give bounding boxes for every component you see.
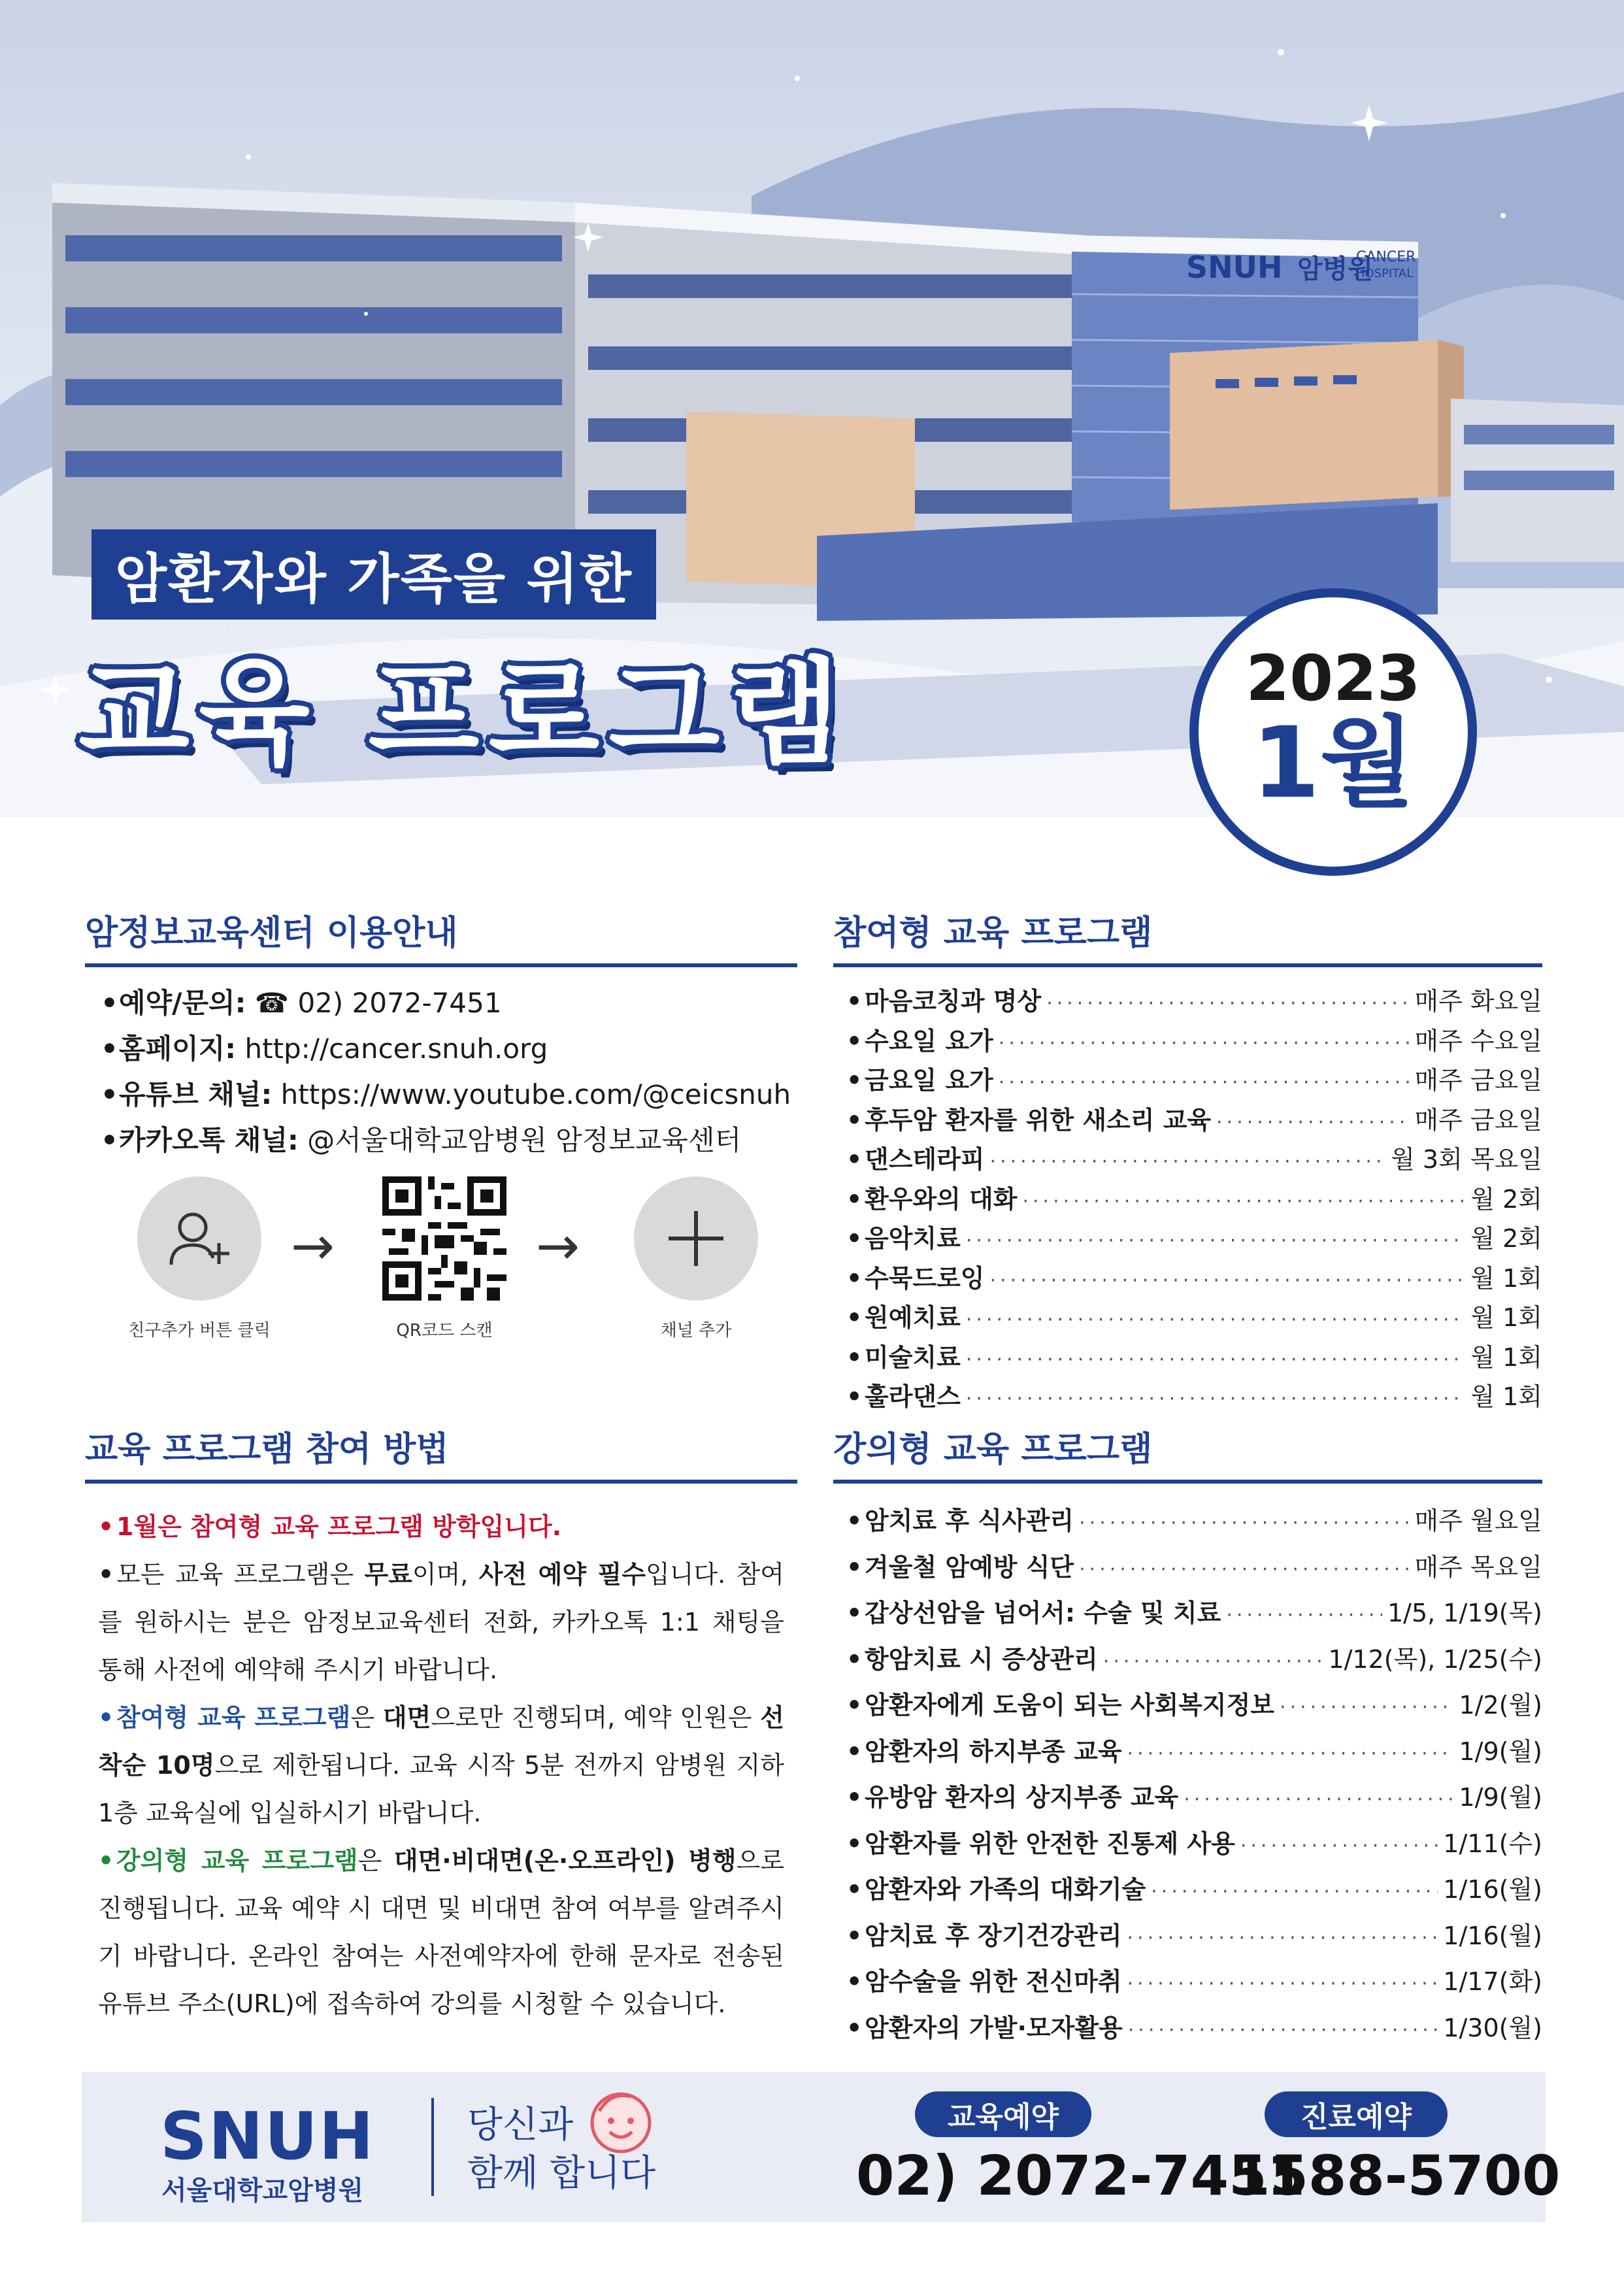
leader-dots [1046, 986, 1409, 1023]
method-section [85, 1421, 797, 2028]
list-item: • 수요일 요가 ····· 매주 수요일 [846, 1023, 1542, 1063]
program-schedule: 매주 수요일 [1414, 1026, 1542, 1056]
program-name: 환우와의 대화 [865, 1184, 1018, 1214]
plus-icon [663, 1206, 729, 1271]
edu-reservation-pill[interactable]: 교육예약 [915, 2091, 1091, 2137]
info-item-homepage: •홈페이지: http://cancer.snuh.org [101, 1033, 548, 1065]
smiley-icon [585, 2085, 657, 2157]
list-item: • 겨울철 암예방 식단 ····· 매주 목요일 [846, 1546, 1542, 1592]
participation-list [833, 983, 1542, 1418]
program-schedule: 1/5, 1/19(목) [1387, 1599, 1542, 1627]
participation-heading: 참여형 교육 프로그램 [833, 905, 1542, 967]
divider [431, 2098, 434, 2196]
program-schedule: 1/17(화) [1443, 1967, 1542, 1996]
list-item: • 암치료 후 식사관리 ····· 매주 월요일 [846, 1499, 1542, 1546]
leader-dots [966, 1342, 1465, 1379]
info-label: 카카오톡 채널: [119, 1124, 299, 1156]
program-schedule: 월 1회 [1470, 1342, 1542, 1372]
list-item: • 원예치료 ····· 월 1회 [846, 1299, 1542, 1339]
youtube-link[interactable]: https://www.youtube.com/@ceicsnuh [280, 1078, 791, 1110]
hospital-sign-text: 암병원 [1297, 254, 1373, 284]
program-schedule: 1/11(수) [1443, 1829, 1542, 1858]
program-schedule: 매주 금요일 [1414, 1105, 1542, 1135]
list-item: • 수묵드로잉 ····· 월 1회 [846, 1260, 1542, 1300]
care-reservation-pill[interactable]: 진료예약 [1265, 2091, 1448, 2137]
kakao-steps [111, 1176, 765, 1353]
leader-dots [1216, 1105, 1409, 1142]
leader-dots [999, 1025, 1410, 1063]
hero-subtitle: 암환자와 가족을 위한 [115, 548, 633, 610]
add-friend-step[interactable] [137, 1176, 261, 1301]
leader-dots [1079, 1501, 1409, 1546]
list-item: • 암수술을 위한 전신마취 ····· 1/17(화) [846, 1960, 1542, 2006]
program-name: 항암치료 시 증상관리 [865, 1644, 1098, 1674]
phone-value[interactable]: ☎ 02) 2072-7451 [254, 987, 502, 1019]
leader-dots [1127, 1962, 1438, 2006]
program-schedule: 1/30(월) [1443, 2013, 1542, 2042]
badge-month: 1월 [1251, 706, 1415, 820]
program-schedule: 월 3회 목요일 [1391, 1145, 1542, 1174]
step-label-qr: QR코드 스캔 [396, 1321, 493, 1340]
step-label-add-friend: 친구추가 버튼 클릭 [128, 1321, 271, 1340]
list-item: • 암환자와 가족의 대화기술 ····· 1/16(월) [846, 1868, 1542, 1914]
leader-dots [1240, 1824, 1438, 1869]
method-list [85, 1503, 784, 2028]
program-name: 훌라댄스 [865, 1382, 961, 1411]
qr-code-icon[interactable] [382, 1176, 506, 1303]
list-item: • 항암치료 시 증상관리 ····· 1/12(목), 1/25(수) [846, 1638, 1542, 1684]
info-item-reservation: •예약/문의: ☎ 02) 2072-7451 [101, 987, 502, 1019]
program-name: 암수술을 위한 전신마취 [865, 1967, 1122, 1996]
list-item: • 후두암 환자를 위한 새소리 교육 ····· 매주 금요일 [846, 1102, 1542, 1142]
list-item: • 암환자의 가발·모자활용 ····· 1/30(월) [846, 2006, 1542, 2053]
leader-dots [1022, 1184, 1465, 1221]
info-heading: 암정보교육센터 이용안내 [85, 905, 797, 967]
program-name: 암환자에게 도움이 되는 사회복지정보 [865, 1691, 1275, 1720]
leader-dots [990, 1263, 1466, 1300]
list-item: • 미술치료 ····· 월 1회 [846, 1339, 1542, 1379]
program-name: 원예치료 [865, 1303, 961, 1332]
program-name: 암환자의 가발·모자활용 [865, 2013, 1123, 2042]
list-item: • 암환자에게 도움이 되는 사회복지정보 ····· 1/2(월) [846, 1684, 1542, 1730]
snuh-logo: SNUH [160, 2098, 375, 2174]
arrow-right-icon: → [291, 1216, 335, 1276]
program-schedule: 1/9(월) [1459, 1737, 1542, 1766]
program-name: 암환자의 하지부종 교육 [865, 1737, 1122, 1766]
leader-dots [966, 1381, 1465, 1418]
leader-dots [1103, 1640, 1323, 1684]
method-notice: •1월은 참여형 교육 프로그램 방학입니다. [98, 1512, 562, 1541]
leader-dots [999, 1065, 1410, 1102]
list-item: • 암치료 후 장기건강관리 ····· 1/16(월) [846, 1914, 1542, 1961]
badge-year: 2023 [1246, 641, 1421, 715]
program-name: 유방암 환자의 상지부종 교육 [865, 1783, 1179, 1812]
program-name: 미술치료 [865, 1342, 961, 1372]
leader-dots [966, 1302, 1465, 1339]
program-schedule: 1/12(목), 1/25(수) [1328, 1644, 1542, 1674]
program-name: 암환자와 가족의 대화기술 [865, 1875, 1146, 1904]
program-name: 암치료 후 식사관리 [865, 1506, 1074, 1535]
page-title: 교육 프로그램 [78, 646, 850, 780]
lecture-list [833, 1499, 1542, 2052]
leader-dots [1079, 1548, 1409, 1592]
program-name: 마음코칭과 명상 [865, 987, 1042, 1016]
leader-dots [1128, 2008, 1438, 2053]
program-name: 후두암 환자를 위한 새소리 교육 [865, 1105, 1212, 1135]
leader-dots [1280, 1686, 1453, 1730]
participation-section [833, 905, 1542, 1418]
program-schedule: 1/16(월) [1443, 1875, 1542, 1904]
list-item: • 훌라댄스 ····· 월 1회 [846, 1378, 1542, 1418]
date-badge [1189, 588, 1477, 876]
program-schedule: 매주 화요일 [1414, 987, 1542, 1016]
program-schedule: 월 2회 [1470, 1224, 1542, 1253]
list-item: • 댄스테라피 ····· 월 3회 목요일 [846, 1141, 1542, 1181]
list-item: • 환우와의 대화 ····· 월 2회 [846, 1181, 1542, 1221]
slogan-line-1: 당신과 [467, 2104, 574, 2146]
method-paragraph: •모든 교육 프로그램은 무료이며, 사전 예약 필수입니다. 참여를 원하시는 분은 암정보교육센터 전화, 카카오톡 1:1 채팅을 통해 사전에 예약해 주시기 바랍니다. [98, 1560, 784, 1684]
list-item: • 암환자의 하지부종 교육 ····· 1/9(월) [846, 1730, 1542, 1776]
program-schedule: 매주 목요일 [1414, 1552, 1542, 1582]
info-section [85, 905, 797, 1167]
lecture-section [833, 1421, 1542, 2052]
info-label: 유튜브 채널: [119, 1078, 273, 1110]
hospital-sign-logo: SNUH [1186, 250, 1283, 285]
program-schedule: 월 1회 [1470, 1382, 1542, 1411]
program-schedule: 월 1회 [1470, 1263, 1542, 1293]
method-heading: 교육 프로그램 참여 방법 [85, 1421, 797, 1484]
program-schedule: 1/16(월) [1443, 1921, 1542, 1950]
arrow-right-icon: → [536, 1216, 580, 1276]
care-phone[interactable]: 1588-5700 [1232, 2144, 1561, 2208]
program-name: 금요일 요가 [865, 1066, 993, 1095]
leader-dots [1226, 1593, 1382, 1638]
program-name: 갑상선암을 넘어서: 수술 및 치료 [865, 1599, 1221, 1627]
slogan-line-2: 함께 합니다 [467, 2152, 656, 2195]
lecture-heading: 강의형 교육 프로그램 [833, 1421, 1542, 1484]
info-item-kakao: •카카오톡 채널: @서울대학교암병원 암정보교육센터 [101, 1124, 742, 1156]
add-user-icon [163, 1203, 235, 1274]
hospital-sign-en1: CANCER [1356, 249, 1416, 265]
step-label-channel: 채널 추가 [660, 1321, 732, 1340]
list-item: • 암환자를 위한 안전한 진통제 사용 ····· 1/11(수) [846, 1822, 1542, 1869]
program-name: 댄스테라피 [865, 1145, 985, 1174]
program-schedule: 매주 월요일 [1414, 1506, 1542, 1535]
leader-dots [1127, 1916, 1438, 1961]
edu-phone[interactable]: 02) 2072-7451 [856, 2144, 1305, 2208]
program-schedule: 월 2회 [1470, 1184, 1542, 1214]
list-item: • 유방암 환자의 상지부종 교육 ····· 1/9(월) [846, 1776, 1542, 1822]
hospital-sign-en2: HOSPITAL [1356, 267, 1414, 280]
program-name: 음악치료 [865, 1224, 961, 1253]
info-label: 예약/문의: [119, 987, 246, 1019]
list-item: • 금요일 요가 ····· 매주 금요일 [846, 1062, 1542, 1102]
program-name: 암치료 후 장기건강관리 [865, 1921, 1122, 1950]
leader-dots [1184, 1778, 1453, 1822]
homepage-link[interactable]: http://cancer.snuh.org [244, 1033, 548, 1065]
info-item-youtube: •유튜브 채널: https://www.youtube.com/@ceicsnuh [101, 1078, 791, 1110]
leader-dots [966, 1223, 1465, 1260]
program-name: 수묵드로잉 [865, 1263, 985, 1293]
method-paragraph: •참여형 교육 프로그램은 대면으로만 진행되며, 예약 인원은 선착순 10명으로 제한됩니다. 교육 시작 5분 전까지 암병원 지하 1층 교육실에 입실하시기 바랍니다. [98, 1703, 784, 1827]
program-schedule: 1/2(월) [1459, 1691, 1542, 1720]
list-item: • 갑상선암을 넘어서: 수술 및 치료 ····· 1/5, 1/19(목) [846, 1591, 1542, 1638]
kakao-channel[interactable]: @서울대학교암병원 암정보교육센터 [307, 1124, 742, 1156]
program-schedule: 매주 금요일 [1414, 1066, 1542, 1095]
method-paragraph: •강의형 교육 프로그램은 대면·비대면(온·오프라인) 병행으로 진행됩니다. 교육 예약 시 대면 및 비대면 참여 여부를 알려주시기 바랍니다. 온라인 참여는 사전예약자에 한해 문자로 전송된 유튜브 주소(URL)에 접속하여 강의를 시청할 수 있습니다. [98, 1846, 784, 2018]
program-name: 겨울철 암예방 식단 [865, 1552, 1074, 1582]
footer [82, 2072, 1561, 2222]
program-name: 수요일 요가 [865, 1026, 993, 1056]
leader-dots [990, 1144, 1386, 1181]
add-channel-step[interactable] [634, 1176, 758, 1301]
leader-dots [1151, 1870, 1438, 1914]
info-label: 홈페이지: [119, 1033, 237, 1065]
leader-dots [1127, 1732, 1454, 1776]
hospital-name: 서울대학교암병원 [161, 2176, 364, 2206]
program-schedule: 1/9(월) [1459, 1783, 1542, 1812]
subtitle-box [91, 529, 656, 620]
program-schedule: 월 1회 [1470, 1303, 1542, 1332]
list-item: • 음악치료 ····· 월 2회 [846, 1220, 1542, 1260]
program-name: 암환자를 위한 안전한 진통제 사용 [865, 1829, 1235, 1858]
list-item: • 마음코칭과 명상 ····· 매주 화요일 [846, 983, 1542, 1023]
